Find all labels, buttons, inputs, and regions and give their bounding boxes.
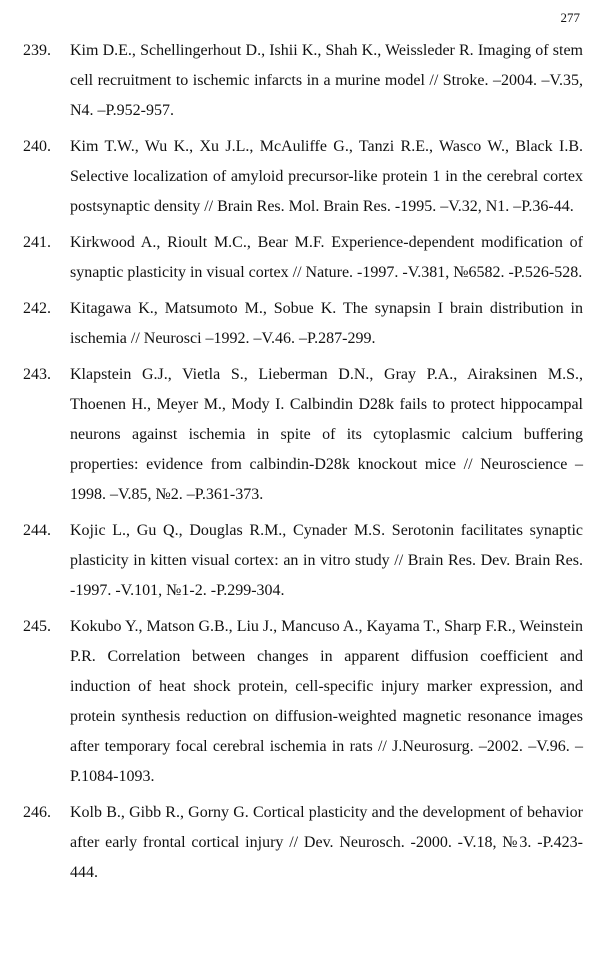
reference-number: 239. (23, 42, 51, 59)
reference-text: Klapstein G.J., Vietla S., Lieberman D.N., Gray P.A., Airaksinen M.S., Thoenen H., Meyer M., Mody I. Calbindin D28k fails to protect hippocampal neurons against ischemia in spite of its cytoplasmic calcium buffering properties: evidence from calbindin-D28k knockout mice // Neuroscience –1998. –V.85, №2. –P.361-373. (70, 366, 583, 503)
reference-item (0, 516, 611, 606)
reference-text: Kim D.E., Schellingerhout D., Ishii K., Shah K., Weissleder R. Imaging of stem cell recruitment to ischemic infarcts in a murine model // Stroke. –2004. –V.35, N4. –P.952-957. (70, 42, 583, 119)
reference-text: Kolb B., Gibb R., Gorny G. Cortical plasticity and the development of behavior after early frontal cortical injury // Dev. Neurosch. -2000. -V.18, №3. -P.423-444. (70, 804, 583, 881)
reference-item (0, 360, 611, 510)
reference-number: 242. (23, 300, 51, 317)
reference-text: Kojic L., Gu Q., Douglas R.M., Cynader M.S. Serotonin facilitates synaptic plasticity in kitten visual cortex: an in vitro study // Brain Res. Dev. Brain Res. -1997. -V.101, №1-2. -P.299-304. (70, 522, 583, 599)
reference-number: 243. (23, 366, 51, 383)
reference-item (0, 36, 611, 126)
reference-text: Kitagawa K., Matsumoto M., Sobue K. The synapsin I brain distribution in ischemia // Neurosci –1992. –V.46. –P.287-299. (70, 300, 583, 347)
reference-text: Kim T.W., Wu K., Xu J.L., McAuliffe G., Tanzi R.E., Wasco W., Black I.B. Selective localization of amyloid precursor-like protein 1 in the cerebral cortex postsynaptic density // Brain Res. Mol. Brain Res. -1995. –V.32, N1. –P.36-44. (70, 138, 583, 215)
reference-text: Kokubo Y., Matson G.B., Liu J., Mancuso A., Kayama T., Sharp F.R., Weinstein P.R. Correlation between changes in apparent diffusion coefficient and induction of heat shock protein, cell-specific injury marker expression, and protein synthesis reduction on diffusion-weighted magnetic resonance images after temporary focal cerebral ischemia in rats // J.Neurosurg. –2002. –V.96. –P.1084-1093. (70, 618, 583, 785)
reference-item (0, 228, 611, 288)
reference-item (0, 612, 611, 792)
reference-item (0, 132, 611, 222)
reference-text: Kirkwood A., Rioult M.C., Bear M.F. Experience-dependent modification of synaptic plasticity in visual cortex // Nature. -1997. -V.381, №6582. -P.526-528. (70, 234, 583, 281)
reference-number: 244. (23, 522, 51, 539)
page-number: 277 (560, 10, 580, 25)
reference-number: 241. (23, 234, 51, 251)
reference-item (0, 294, 611, 354)
reference-number: 245. (23, 618, 51, 635)
reference-item (0, 798, 611, 888)
reference-list (0, 36, 611, 894)
reference-number: 246. (23, 804, 51, 821)
reference-number: 240. (23, 138, 51, 155)
